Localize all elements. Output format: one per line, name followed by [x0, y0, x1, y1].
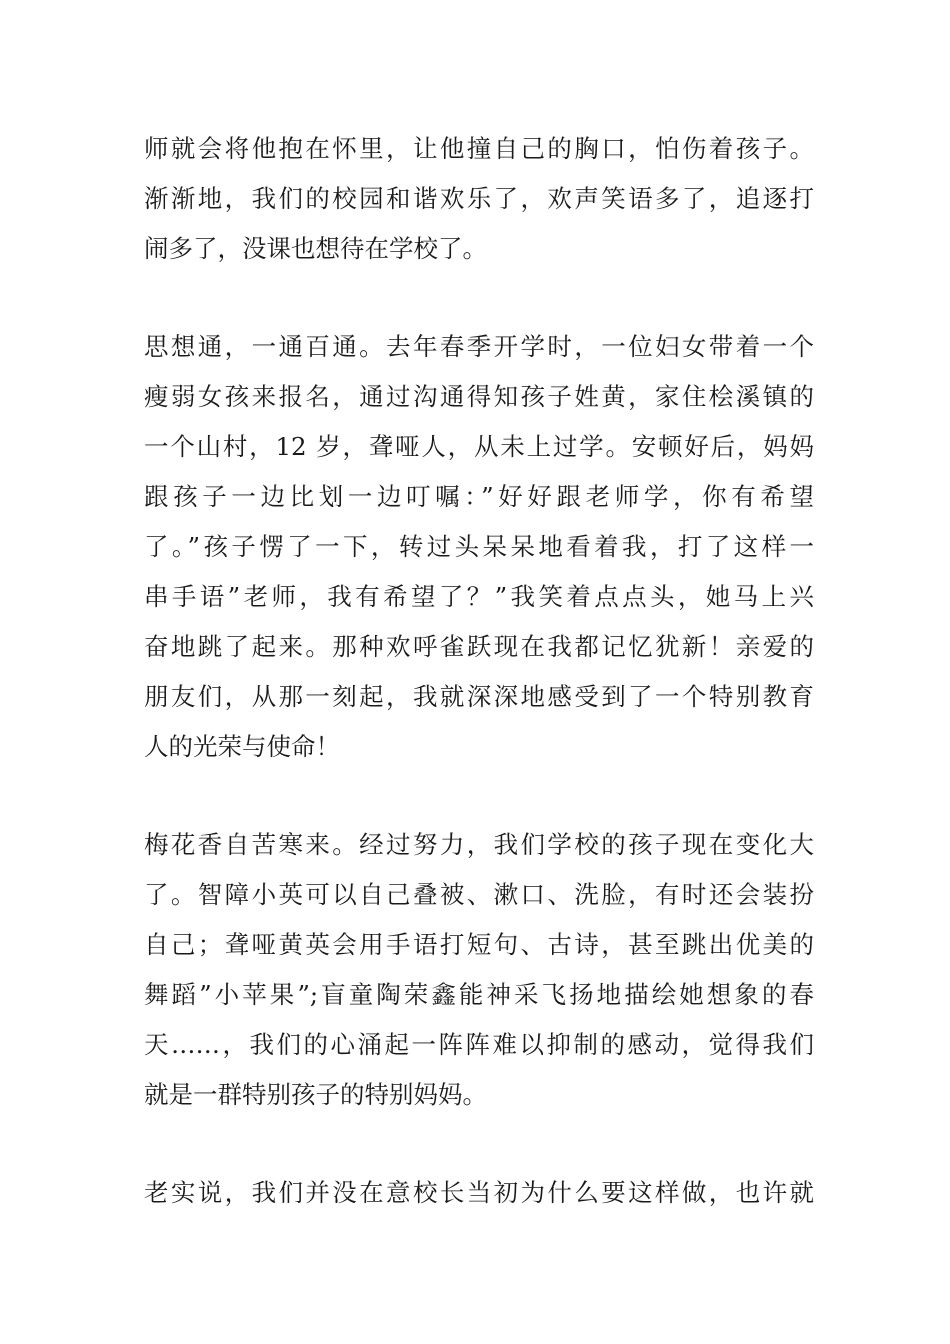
paragraph-4 [144, 1168, 814, 1218]
text-line: 老实说，我们并没在意校长当初为什么要这样做，也许就 [144, 1178, 814, 1207]
text-line: 师就会将他抱在怀里，让他撞自己的胸口，怕伤着孩子。 [144, 134, 814, 163]
text-line: 跟孩子一边比划一边叮嘱：”好好跟老师学，你有希望 [144, 482, 814, 511]
text-line: 梅花香自苦寒来。经过努力，我们学校的孩子现在变化大 [144, 830, 814, 859]
text-line: 奋地跳了起来。那种欢呼雀跃现在我都记忆犹新！亲爱的 [144, 632, 814, 661]
text-line: 人的光荣与使命！ [144, 732, 340, 761]
text-line: 舞蹈”小苹果”;盲童陶荣鑫能神采飞扬地描绘她想象的春 [144, 980, 814, 1009]
text-line: 闹多了，没课也想待在学校了。 [144, 234, 487, 263]
text-line: 渐渐地，我们的校园和谐欢乐了，欢声笑语多了，追逐打 [144, 184, 814, 213]
text-line: 串手语”老师，我有希望了？”我笑着点点头，她马上兴 [144, 582, 814, 611]
text-line: 朋友们，从那一刻起，我就深深地感受到了一个特别教育 [144, 682, 814, 711]
paragraph-1 [144, 124, 814, 274]
paragraph-2 [144, 322, 814, 772]
text-line: 就是一群特别孩子的特别妈妈。 [144, 1080, 487, 1109]
text-line: 瘦弱女孩来报名，通过沟通得知孩子姓黄，家住桧溪镇的 [144, 382, 814, 411]
paragraph-3 [144, 820, 814, 1120]
text-line: 了。”孩子愣了一下，转过头呆呆地看着我，打了这样一 [144, 532, 814, 561]
text-line: 一个山村，12 岁，聋哑人，从未上过学。安顿好后，妈妈 [144, 432, 814, 461]
text-line: 自己；聋哑黄英会用手语打短句、古诗，甚至跳出优美的 [144, 930, 814, 959]
text-line: 思想通，一通百通。去年春季开学时，一位妇女带着一个 [144, 332, 814, 361]
text-line: 了。智障小英可以自己叠被、漱口、洗脸，有时还会装扮 [144, 880, 814, 909]
text-line: 天……，我们的心涌起一阵阵难以抑制的感动，觉得我们 [144, 1030, 814, 1059]
